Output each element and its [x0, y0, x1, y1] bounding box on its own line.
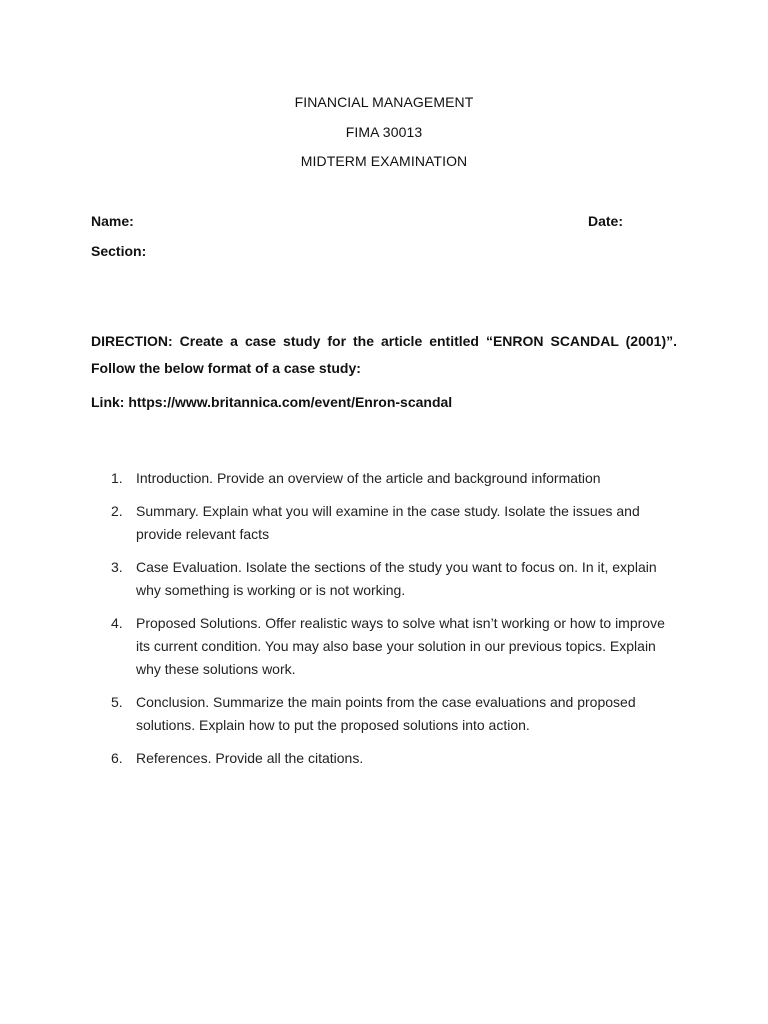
- list-item-number: 2.: [111, 503, 123, 519]
- list-item: [111, 467, 681, 490]
- name-label: Name:: [91, 213, 134, 229]
- list-item: [111, 500, 681, 546]
- section-label: Section:: [91, 243, 147, 259]
- list-item-text: Conclusion. Summarize the main points from the case evaluations and proposed solutions. Explain how to put the proposed solutions into action.: [136, 694, 636, 733]
- list-item-text: References. Provide all the citations.: [136, 750, 364, 766]
- list-item-text: Case Evaluation. Isolate the sections of the study you want to focus on. In it, explain why something is working or is not working.: [136, 559, 657, 598]
- article-link: Link: https://www.britannica.com/event/Enron-scandal: [91, 394, 453, 410]
- date-label: Date:: [588, 213, 624, 229]
- list-item-text: Summary. Explain what you will examine in the case study. Isolate the issues and provide relevant facts: [136, 503, 640, 542]
- list-item: [111, 556, 681, 602]
- list-item: [111, 691, 681, 737]
- exam-title: MIDTERM EXAMINATION: [300, 153, 468, 169]
- list-item-text: Introduction. Provide an overview of the article and background information: [136, 470, 601, 486]
- list-item: [111, 747, 681, 770]
- course-code: FIMA 30013: [345, 124, 423, 140]
- list-item-number: 6.: [111, 750, 123, 766]
- course-title: FINANCIAL MANAGEMENT: [294, 94, 474, 110]
- list-item-text: Proposed Solutions. Offer realistic ways to solve what isn’t working or how to improve its current condition. You may also base your solution in our previous topics. Explain why these solutions work.: [136, 615, 665, 677]
- list-item-number: 3.: [111, 559, 123, 575]
- case-study-format-list: [111, 467, 681, 780]
- direction-paragraph: DIRECTION: Create a case study for the article entitled “ENRON SCANDAL (2001)”. Follow the below format of a case study:: [91, 333, 677, 376]
- list-item-number: 1.: [111, 470, 123, 486]
- list-item: [111, 612, 681, 681]
- list-item-number: 4.: [111, 615, 123, 631]
- list-item-number: 5.: [111, 694, 123, 710]
